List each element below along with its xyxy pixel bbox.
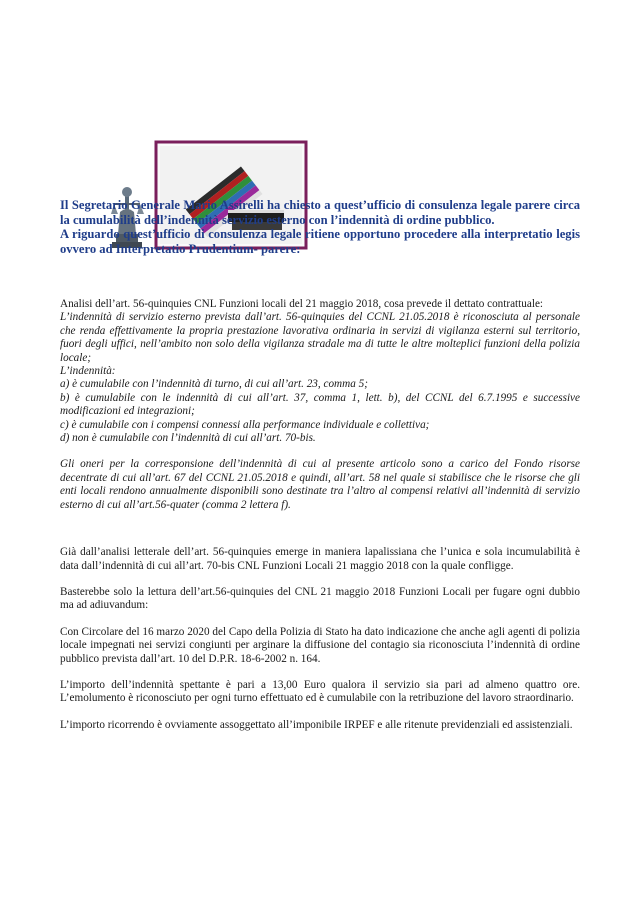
heading-request: Il Segretario Generale Mario Assirelli ha chiesto a quest’ufficio di consulenza legale parere circa la cumulabilità dell’indennità servizio esterno con l’indennità di ordine pubblico. [60, 198, 580, 227]
paragraph-circular: Con Circolare del 16 marzo 2020 del Capo della Polizia di Stato ha dato indicazione che anche agli agenti di polizia locale impegnati nei servizi congiunti per arginare la diffusione del contagio sia riconosciuta l’indennità di ordine pubblico prevista dall’art. 10 del D.P.R. 18-6-2002 n. 164. [60, 625, 580, 665]
document-body [60, 298, 580, 732]
spacer [60, 573, 580, 586]
spacer [60, 512, 580, 546]
list-item-b: b) è cumulabile con le indennità di cui all’art. 37, comma 1, lett. b), del CCNL del 6.7.1995 e successive modificazioni ed integrazioni; [60, 391, 580, 418]
quote-label: L’indennità: [60, 365, 116, 378]
heading-block [60, 198, 580, 256]
paragraph-reading: Basterebbe solo la lettura dell’art.56-quinquies del CNL 21 maggio 2018 Funzioni Locali per fugare ogni dubbio ma ad adiuvandum: [60, 585, 580, 612]
quote-funding: Gli oneri per la corresponsione dell’indennità di cui al presente articolo sono a carico del Fondo risorse decentrate di cui all’art. 67 del CCNL 21.05.2018 e quindi, all’art. 58 nel quale si stabilisce che le risorse che gli enti locali rendono annualmente disponibili sono destinate tra l’altro al compensi relativi all’indennità di servizio esterno di cui all’art.56-quater (comma 2 lettera f). [60, 458, 580, 511]
paragraph-analysis: Già dall’analisi letterale dell’art. 56-quinquies emerge in maniera lapalissiana che l’unica e sola incumulabilità è data dall’indennità di cui all’art. 70-bis CNL Funzioni Locali 21 maggio 2018 con la quale confligge. [60, 546, 580, 572]
spacer [60, 706, 580, 719]
heading-opinion: A riguardo quest’ufficio di consulenza legale ritiene opportuno procedere alla interpretatio legis ovvero ad Interpretatio Prudentium- parere: [60, 227, 580, 256]
spacer [60, 613, 580, 626]
spacer [60, 666, 580, 679]
intro-paragraph: Analisi dell’art. 56-quinquies CNL Funzioni locali del 21 maggio 2018, cosa prevede il dettato contrattuale: [60, 298, 544, 310]
paragraph-tax: L’importo ricorrendo è ovviamente assoggettato all’imponibile IRPEF e alle ritenute previdenziali ed assistenziali. [60, 718, 573, 731]
quote-paragraph: L’indennità di servizio esterno prevista dall’art. 56-quinquies del CCNL 21.05.2018 è riconosciuta al personale che renda effettivamente la propria prestazione lavorativa ordinaria in servizi di vigilanza esterni sul territorio, fuori degli uffici, nell’ambito non solo della vigilanza stradale ma di tutte le altre molteplici funzioni della polizia locale; [60, 311, 580, 364]
list-item-d: d) non è cumulabile con l’indennità di cui all’art. 70-bis. [60, 432, 316, 445]
list-item-a: a) è cumulabile con l’indennità di turno, di cui all’art. 23, comma 5; [60, 378, 368, 391]
spacer [60, 445, 580, 458]
list-item-c: c) è cumulabile con i compensi connessi alla performance individuale e collettiva; [60, 418, 430, 431]
paragraph-amount: L’importo dell’indennità spettante è pari a 13,00 Euro qualora il servizio sia pari ad almeno quattro ore. L’emolumento è riconosciuto per ogni turno effettuato ed è cumulabile con la retribuzione del lavoro straordinario. [60, 678, 580, 705]
header-logo [54, 68, 254, 188]
